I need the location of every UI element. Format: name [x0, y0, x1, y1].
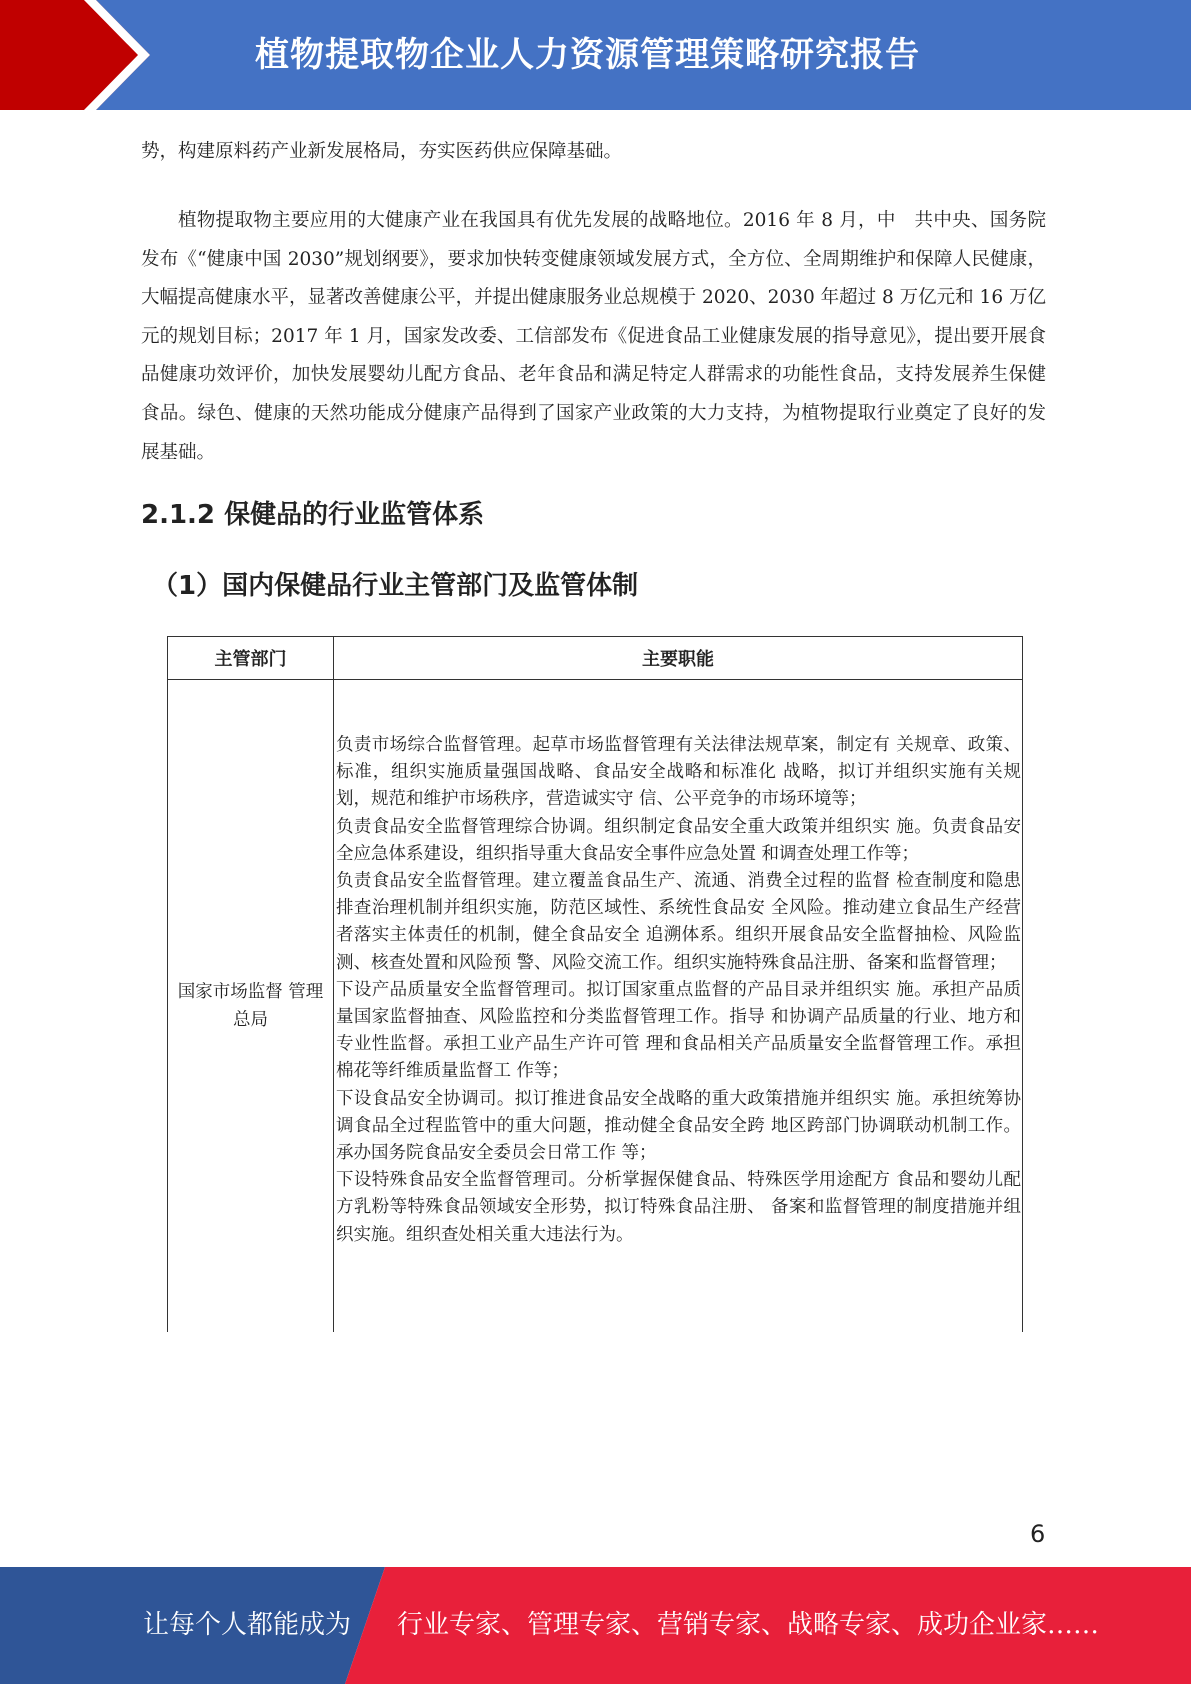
department-cell: 国家市场监督 管理总局 [168, 680, 334, 1333]
page-header [0, 0, 1191, 110]
page-footer [0, 1567, 1191, 1684]
footer-slogan-left: 让每个人都能成为 [143, 1610, 352, 1640]
table-header-row [168, 637, 1023, 680]
header-red-chevron [0, 0, 150, 110]
duty-item: 下设食品安全协调司。拟订推进食品安全战略的重大政策措施并组织实 施。承担统筹协调食品全过程监管中的重大问题，推动健全食品安全跨 地区跨部门协调联动机制工作。承办国务院食品安全委员会日常工作 等； [336, 1088, 1021, 1164]
paragraph-health-policy: 植物提取物主要应用的大健康产业在我国具有优先发展的战略地位。2016 年 8 月，中 共中央、国务院发布《“健康中国 2030”规划纲要》，要求加快转变健康领域发展方式，全方位、全周期维护和保障人民健康，大幅提高健康水平，显著改善健康公平，并提出健康服务业总规模于 2020、2030 年超过 8 万亿元和 16 万亿元的规划目标；2017 年 1 月，国家发改委、工信部发布《促进食品工业健康发展的指导意见》，提出要开展食品健康功效评价，加快发展婴幼儿配方食品、老年食品和满足特定人群需求的功能性食品，支持发展养生保健食品。绿色、健康的天然功能成分健康产品得到了国家产业政策的大力支持，为植物提取行业奠定了良好的发展基础。 [141, 210, 1046, 463]
page-number: 6 [1030, 1520, 1046, 1548]
footer-slogan-right: 行业专家、管理专家、营销专家、战略专家、成功企业家…… [397, 1610, 1100, 1640]
duty-item: 下设产品质量安全监督管理司。拟订国家重点监督的产品目录并组织实 施。承担产品质量国家监督抽查、风险监控和分类监督管理工作。指导 和协调产品质量的行业、地方和专业性监督。承担工业产品生产许可管 理和食品相关产品质量安全监督管理工作。承担棉花等纤维质量监督工 作等； [336, 979, 1021, 1082]
duty-item: 负责市场综合监督管理。起草市场监督管理有关法律法规草案，制定有 关规章、政策、标准，组织实施质量强国战略、食品安全战略和标准化 战略，拟订并组织实施有关规划，规范和维护市场秩序，营造诚实守 信、公平竞争的市场环境等； [336, 735, 1021, 810]
column-header-department: 主管部门 [168, 637, 334, 680]
paragraph-continuation: 势，构建原料药产业新发展格局，夯实医药供应保障基础。 [141, 141, 623, 162]
report-title: 植物提取物企业人力资源管理策略研究报告 [255, 35, 920, 75]
section-heading: 2.1.2 保健品的行业监管体系 [141, 500, 485, 530]
subsection-heading: （1）国内保健品行业主管部门及监管体制 [152, 571, 639, 601]
table-row [168, 680, 1023, 1333]
duty-item: 负责食品安全监督管理综合协调。组织制定食品安全重大政策并组织实 施。负责食品安全应急体系建设，组织指导重大食品安全事件应急处置 和调查处理工作等； [336, 816, 1021, 864]
column-header-duties: 主要职能 [334, 637, 1023, 680]
duty-item: 下设特殊食品安全监督管理司。分析掌握保健食品、特殊医学用途配方 食品和婴幼儿配方乳粉等特殊食品领域安全形势，拟订特殊食品注册、 备案和监督管理的制度措施并组织实施。组织查处相关重大违法行为。 [336, 1170, 1021, 1245]
regulatory-table [167, 636, 1023, 1332]
duties-cell [334, 680, 1023, 1333]
duty-item: 负责食品安全监督管理。建立覆盖食品生产、流通、消费全过程的监督 检查制度和隐患排查治理机制并组织实施，防范区域性、系统性食品安 全风险。推动建立食品生产经营者落实主体责任的机制，健全食品安全 追溯体系。组织开展食品安全监督抽检、风险监测、核查处置和风险预 警、风险交流工作。组织实施特殊食品注册、备案和监督管理； [336, 871, 1021, 973]
